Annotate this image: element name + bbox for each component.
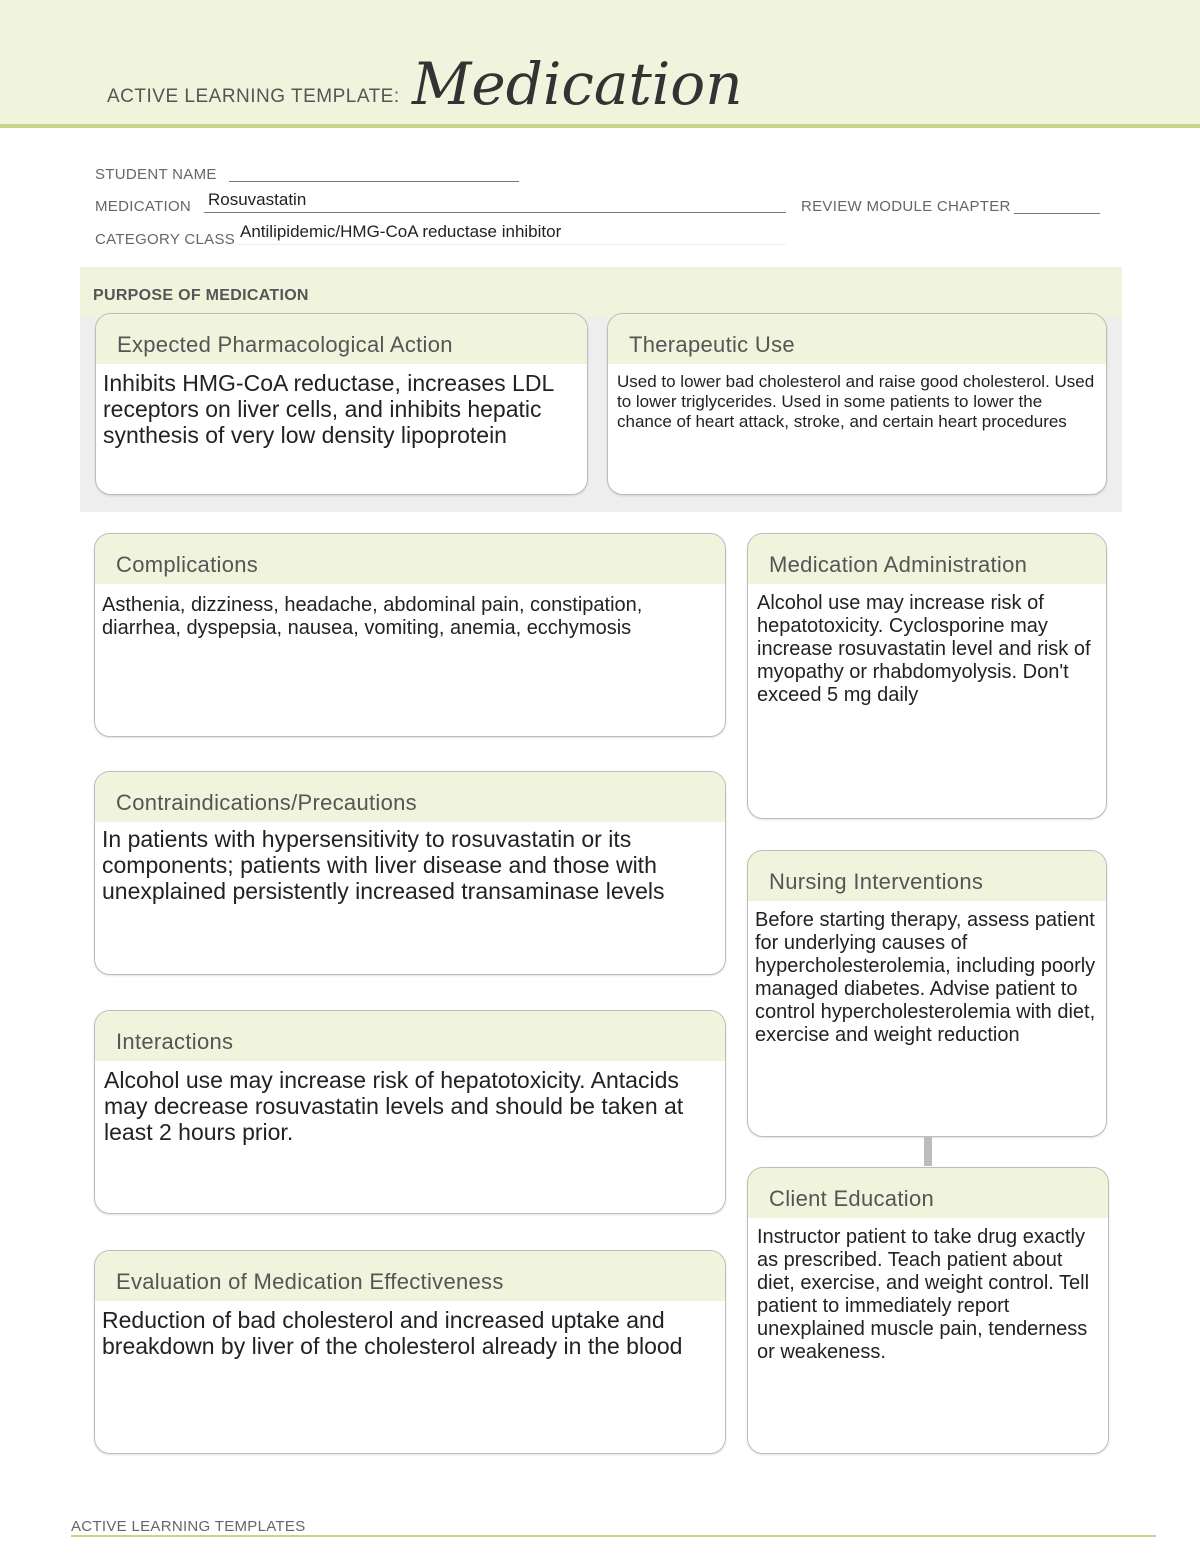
- page-title: Medication: [412, 50, 743, 118]
- therapeutic-use-box: [607, 313, 1107, 495]
- medication-label: MEDICATION: [95, 198, 192, 215]
- medication-value[interactable]: Rosuvastatin: [208, 190, 307, 209]
- medication-administration-text[interactable]: Alcohol use may increase risk of hepatotoxicity. Cyclosporine may increase rosuvastatin level and risk of myopathy or rhabdomyolysis. Don't exceed 5 mg daily: [757, 592, 1091, 706]
- nursing-interventions-box: [747, 850, 1107, 1137]
- category-class-value[interactable]: Antilipidemic/HMG-CoA reductase inhibitor: [240, 222, 562, 241]
- client-education-text[interactable]: Instructor patient to take drug exactly as prescribed. Teach patient about diet, exercise, and weight control. Tell patient to immediately report unexplained muscle pain, tenderness or weakeness.: [757, 1226, 1090, 1363]
- client-education-header: [748, 1168, 1108, 1218]
- complications-box: [94, 533, 726, 737]
- therapeutic-use-text[interactable]: Used to lower bad cholesterol and raise good cholesterol. Used to lower triglycerides. Used in some patients to lower the chance of heart attack, stroke, and certain heart procedures: [617, 372, 1095, 431]
- expected-action-box: [95, 313, 588, 495]
- nursing-interventions-header: [748, 851, 1106, 901]
- medication-administration-header: [748, 534, 1106, 584]
- contraindications-box: [94, 771, 726, 975]
- footer-label: ACTIVE LEARNING TEMPLATES: [71, 1518, 306, 1535]
- client-education-box: [747, 1167, 1109, 1454]
- complications-text[interactable]: Asthenia, dizziness, headache, abdominal pain, constipation, diarrhea, dyspepsia, nausea, vomiting, anemia, ecchymosis: [102, 594, 643, 639]
- student-name-label: STUDENT NAME: [95, 166, 217, 183]
- category-class-label: CATEGORY CLASS: [95, 231, 236, 248]
- interactions-title: Interactions: [116, 1029, 234, 1054]
- purpose-header: [80, 267, 1122, 317]
- interactions-box: [94, 1010, 726, 1214]
- header-band: [0, 0, 1200, 128]
- contraindications-header: [95, 772, 725, 822]
- interactions-text[interactable]: Alcohol use may increase risk of hepatotoxicity. Antacids may decrease rosuvastatin levels and should be taken at least 2 hours prior.: [104, 1067, 684, 1145]
- interactions-header: [95, 1011, 725, 1061]
- complications-title: Complications: [116, 552, 259, 577]
- nursing-interventions-text[interactable]: Before starting therapy, assess patient for underlying causes of hypercholesterolemia, including poorly managed diabetes. Advise patient to control hypercholesterolemia with diet, exercise and weight reduction: [755, 909, 1096, 1046]
- therapeutic-use-header: [608, 314, 1106, 364]
- medication-line: [204, 212, 786, 213]
- connector-bar: [924, 1137, 932, 1166]
- footer-divider: [71, 1535, 1156, 1537]
- category-class-line: [237, 244, 786, 245]
- evaluation-title: Evaluation of Medication Effectiveness: [116, 1269, 504, 1294]
- expected-action-header: [96, 314, 587, 364]
- client-education-title: Client Education: [769, 1186, 935, 1211]
- medication-administration-title: Medication Administration: [769, 552, 1028, 577]
- evaluation-header: [95, 1251, 725, 1301]
- therapeutic-use-title: Therapeutic Use: [629, 332, 795, 357]
- nursing-interventions-title: Nursing Interventions: [769, 869, 984, 894]
- contraindications-title: Contraindications/Precautions: [116, 790, 417, 815]
- expected-action-title: Expected Pharmacological Action: [117, 332, 453, 357]
- contraindications-text[interactable]: In patients with hypersensitivity to rosuvastatin or its components; patients with liver disease and those with unexplained persistently increased transaminase levels: [102, 826, 665, 904]
- review-module-label: REVIEW MODULE CHAPTER: [801, 198, 1011, 215]
- student-name-line: [229, 181, 519, 182]
- evaluation-box: [94, 1250, 726, 1454]
- expected-action-text[interactable]: Inhibits HMG-CoA reductase, increases LDL receptors on liver cells, and inhibits hepatic synthesis of very low density lipoprotein: [103, 370, 554, 448]
- complications-header: [95, 534, 725, 584]
- medication-administration-box: [747, 533, 1107, 819]
- review-module-line: [1014, 213, 1100, 214]
- purpose-title: PURPOSE OF MEDICATION: [93, 287, 309, 304]
- template-label: ACTIVE LEARNING TEMPLATE:: [107, 86, 400, 107]
- evaluation-text[interactable]: Reduction of bad cholesterol and increased uptake and breakdown by liver of the cholesterol already in the blood: [102, 1307, 683, 1359]
